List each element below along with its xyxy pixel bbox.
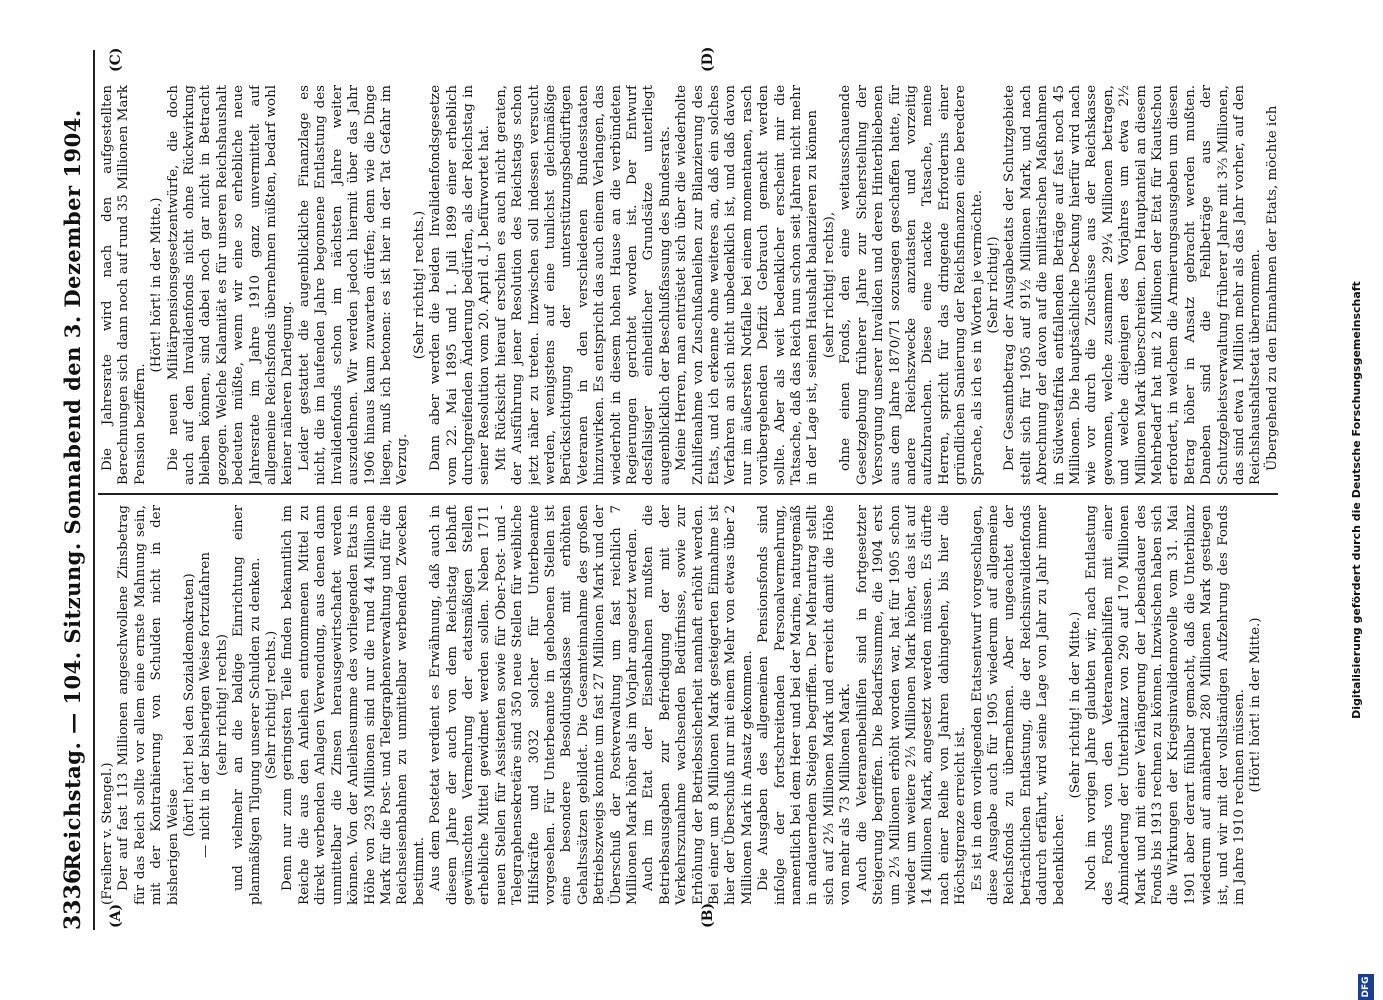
paragraph: Auch die Veteranenbeihilfen sind in fortgesetzter Steigerung begriffen. Die Bedarfssumme, die 1904 erst um 2⅓ Millionen erhöht worden war, hat für 1905 schon wieder um weitere 2⅓ Millionen Mark höher, das ist auf 14 Millionen Mark, angesetzt werden müssen. Es dürfte nach einer Reihe von Jahren dahingehen, bis hier die Höchstgrenze erreicht ist. xyxy=(854,505,969,905)
paragraph: Denn nur zum geringsten Teile finden bekanntlich im Reiche die aus den Anleihen entnommenen Mittel zu direkt werbenden Anlagen Verwendung, aus denen dann unmittelbar die Zinsen herausgewirtschaftet werden können. Von der Anleihesumme des vorliegenden Etats in Höhe von 293 Millionen sind nur die rund 44 Millionen Mark für die Post- und Telegraphenverwaltung und für die Reichseisenbahnen zu unmittelbar werbenden Zwecken bestimmt. xyxy=(280,505,427,905)
margin-mark-a: (A) xyxy=(108,903,124,928)
margin-mark-b: (B) xyxy=(700,902,716,928)
paragraph: Meine Herren, man entrüstet sich über die wiederholte Zuhilfenahme von Zuschußanleihen zur Bilanzierung des Etats, und ich erkenne ohne weiteres an, daß ein solches Verfahren an sich nicht unbedenklich ist, und daß davon nur im äußersten Notfalle bei einem momentanen, rasch vorübergehenden Defizit Gebrauch gemacht werden sollte. Aber als weit bedenklicher erscheint mir die Tatsache, daß das Reich nun schon seit Jahren nicht mehr in der Lage ist, seinen Haushalt balanzieren zu können xyxy=(674,85,821,485)
right-text-column xyxy=(100,85,1280,485)
paragraph: (Sehr richtig! rechts.) xyxy=(264,630,280,780)
page-number: 3336 xyxy=(60,868,86,930)
page-header xyxy=(60,50,90,930)
paragraph: Übergehend zu den Einnahmen der Etats, möchte ich xyxy=(1264,105,1280,471)
paragraph: Aus dem Postetat verdient es Erwähnung, daß auch in diesem Jahre der auch von dem Reichstag lebhaft gewünschten Vermehrung der etatsmäßigen Stellen erhebliche Mittel gewidmet werden sollen. Neben 1711 neuen Stellen für Assistenten sowie für Ober-Post- und -Telegraphensekretäre sind 350 neue Stellen für weibliche Hilfskräfte und 3032 solcher für Unterbeamte vorgesehen. Für Unterbeamte in gehobenen Stellen ist eine besondere Besoldungsklasse mit erhöhten Gehaltssätzen gebildet. Die Gesamteinnahme des großen Betriebszweigs konnte um fast 27 Millionen Mark und der Überschuß der Postverwaltung um fast reichlich 7 Millionen Mark höher als im Vorjahr angesetzt werden. xyxy=(428,505,640,905)
paragraph: (sehr richtig! rechts) xyxy=(214,634,230,776)
paragraph: (Hört! hört! in der Mitte.) xyxy=(1248,617,1264,793)
margin-mark-c: (C) xyxy=(108,47,124,72)
paragraph: (sehr richtig! rechts), xyxy=(821,211,837,359)
digitization-footer: Digitalisierung gefördert durch die Deutsche Forschungsgemeinschaft xyxy=(1350,281,1363,719)
paragraph: Mit Rücksicht hierauf erschien es auch nicht geraten, der Ausführung jener Resolution des Reichstags schon jetzt näher zu treten. Inzwischen soll indessen versucht werden, wenigstens auf eine tunlichst gleichmäßige Berücksichtigung der unterstützungsbedürftigen Veteranen in den verschiedenen Bundesstaaten hinzuwirken. Es entspricht das auch einem Verlangen, das wiederholt in diesem hohen Hause an die verbündeten Regierungen gerichtet worden ist. Der Entwurf desfallsiger einheitlicher Grundsätze unterliegt augenblicklich der Beschlußfassung des Bundesrats. xyxy=(493,85,673,485)
paragraph: Der auf fast 113 Millionen angeschwollene Zinsbetrag für das Reich sollte vor allem eine ernste Mahnung sein, mit der Kontrahierung von Schulden nicht in der bisherigen Weise xyxy=(116,505,181,905)
page-title: Reichstag. — 104. Sitzung. Sonnabend den 3. Dezember 1904. xyxy=(60,109,85,871)
header-rule xyxy=(93,50,95,930)
paragraph: Noch im vorigen Jahre glaubten wir, nach Entlastung des Fonds von den Veteranenbeihilfen mit einer Abminderung der Unterbilanz von 290 auf 170 Millionen Mark und mit einer Verlängerung der Lebensdauer des Fonds bis 1913 rechnen zu können. Inzwischen haben sich die Wirkungen der Kriegsinvalidennovelle vom 31. Mai 1901 aber derart fühlbar gemacht, daß die Unterbilanz wiederum auf annähernd 280 Millionen Mark gestiegen ist, und wir mit der vollständigen Aufzehrung des Fonds im Jahre 1910 rechnen müssen. xyxy=(1084,505,1248,905)
paragraph: Die Jahresrate wird nach den aufgestellten Berechnungen sich dann noch auf rund 35 Millionen Mark Pension beziffern. xyxy=(100,85,148,485)
paragraph: (Sehr richtig!) xyxy=(985,236,1001,334)
paragraph: (Hört! hört! in der Mitte.) xyxy=(149,197,165,373)
paragraph: ohne einen Fonds, den eine weitausschauende Gesetzgebung früherer Jahre zur Sicherstellung der Versorgung unserer Invaliden und deren Hinterbliebenen aus dem Jahre 1870/71 sozusagen geschaffen hatte, für andere Reichszwecke anzutasten und vorzeitig aufzubrauchen. Diese eine nackte Tatsache, meine Herren, spricht für das dringende Erfordernis einer gründlichen Sanierung der Reichsfinanzen eine beredtere Sprache, als ich es in Worten je vermöchte. xyxy=(838,85,985,485)
paragraph: Die Ausgaben des allgemeinen Pensionsfonds sind infolge der fortschreitenden Personalvermehrung, namentlich bei dem Heer und bei der Marine, naturgemäß in andauerndem Steigen begriffen. Der Mehrantrag stellt sich auf 2⅓ Millionen Mark und erreicht damit die Höhe von mehr als 73 Millionen Mark. xyxy=(756,505,854,905)
paragraph: Auch im Etat der Eisenbahnen mußten die Betriebsausgaben zur Befriedigung der mit der Verkehrszunahme wachsenden Bedürfnisse, sowie zur Erhöhung der Betriebssicherheit namhaft erhöht werden. Bei einer um 8 Millionen Mark gesteigerten Einnahme ist hier der Überschuß nur mit einem Mehr von etwas über 2 Millionen Mark in Ansatz gekommen. xyxy=(641,505,755,905)
dfg-logo: DFG xyxy=(1358,974,1374,1000)
paragraph: Die neuen Militärpensionsgesetzentwürfe, die doch auch auf den Invalidenfonds nicht ohne Rückwirkung bleiben können, sind dabei noch gar nicht in Betracht gezogen. Welche Kalamität es für unseren Reichshaushalt bedeuten müßte, wenn wir eine so erhebliche neue Jahresrate im Jahre 1910 ganz unvermittelt auf allgemeine Reichsfonds übernehmen müßten, bedarf wohl keiner näheren Darlegung. xyxy=(165,85,296,485)
paragraph: — nicht in der bisherigen Weise fortzufahren xyxy=(198,552,214,858)
column-divider xyxy=(98,493,1278,495)
margin-mark-d: (D) xyxy=(700,46,716,72)
left-text-column xyxy=(100,505,1280,905)
paragraph: (Freiherr v. Stengel.) xyxy=(100,762,115,905)
paragraph: (Sehr richtig! in der Mitte.) xyxy=(1067,611,1083,799)
paragraph: Es ist in dem vorliegenden Etatsentwurf vorgeschlagen, diese Ausgabe auch für 1905 wiederum auf allgemeine Reichsfonds zu übernehmen. Aber ungeachtet der beträchtlichen Entlastung, die der Reichsinvalidenfonds dadurch erfährt, wird seine Lage von Jahr zu Jahr immer bedenklicher. xyxy=(969,505,1067,905)
paragraph: (hört! hört! bei den Sozialdemokraten) xyxy=(182,573,198,837)
paragraph: und vielmehr an die baldige Einrichtung einer planmäßigen Tilgung unserer Schulden zu denken. xyxy=(231,505,263,905)
paragraph: (Sehr richtig! rechts.) xyxy=(411,210,427,360)
paragraph: Der Gesamtbetrag der Ausgabeetats der Schutzgebiete stellt sich für 1905 auf 91½ Millionen Mark, und nach Abrechnung der davon auf die militärischen Maßnahmen in Südwestafrika entfallenden Beträge auf fast noch 45 Millionen. Die hauptsächliche Deckung hierfür wird nach wie vor durch die Zuschüsse aus der Reichskasse gewonnen, welche zusammen 29¼ Millionen betragen, und welche diejenigen des Vorjahres um etwa 2½ Millionen Mark überschreiten. Den Hauptanteil an diesem Mehrbedarf hat mit 2 Millionen der Etat für Kiautschou erfordert, in welchem die Armierungsausgaben um diesen Betrag höher in Ansatz gebracht werden mußten. Daneben sind die Fehlbeträge aus der Schutzgebietsverwaltung früherer Jahre mit 3⅔ Millionen, das sind etwa 1 Million mehr als das Jahr vorher, auf den Reichshaushaltsetat übernommen. xyxy=(1002,85,1264,485)
paragraph: Dann aber werden die beiden Invalidenfondsgesetze vom 22. Mai 1895 und 1. Juli 1899 einer erheblich durchgreifenden Änderung bedürfen, als der Reichstag in seiner Resolution vom 20. April d. J. befürwortet hat. xyxy=(428,85,493,485)
paragraph: Leider gestattet die augenblickliche Finanzlage es nicht, die im laufenden Jahre begonnene Entlastung des Invalidenfonds schon im nächsten Jahre weiter auszudehnen. Wir werden jedoch hiermit über das Jahr 1906 hinaus kaum zuwarten dürfen; denn wie die Dinge liegen, muß ich betonen: es ist hier in der Tat Gefahr im Verzug. xyxy=(296,85,411,485)
